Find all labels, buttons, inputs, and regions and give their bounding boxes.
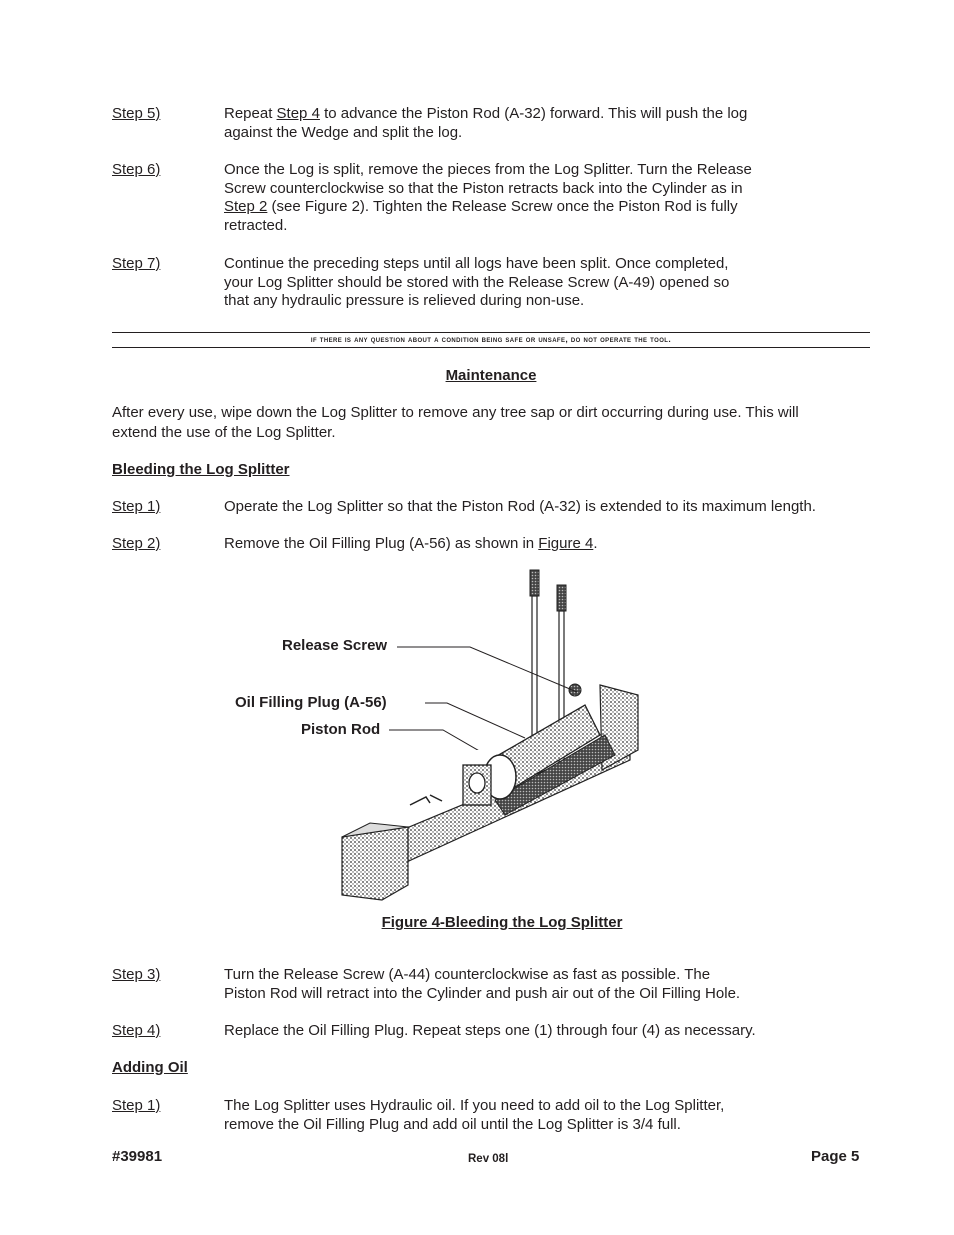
step-5-label: Step 5) — [112, 105, 161, 122]
step-7-line-1: Continue the preceding steps until all logs have been split. Once completed, — [224, 255, 729, 272]
callout-piston-rod: Piston Rod — [301, 721, 381, 738]
step-5-text-b: to advance the Piston Rod (A-32) forward. This will push the log — [319, 105, 748, 122]
bleeding-step-2-text — [224, 535, 852, 554]
adding-oil-step-1-text — [224, 1097, 852, 1134]
bleeding-step-3-line-2: Piston Rod will retract into the Cylinder and push air out of the Oil Filling Hole. — [224, 984, 741, 1002]
step-5-text-c: against the Wedge and split the log. — [224, 123, 463, 141]
step-6-line-1: Once the Log is split, remove the pieces from the Log Splitter. Turn the Release — [224, 161, 752, 178]
adding-oil-step-1 — [112, 1097, 852, 1134]
step-6-line-2: Screw counterclockwise so that the Piston retracts back into the Cylinder as in — [224, 179, 743, 197]
piston-rod-leader — [389, 730, 495, 750]
step-2-link[interactable]: Step 2 — [224, 198, 268, 216]
adding-oil-step-1-label: Step 1) — [112, 1097, 161, 1114]
revision: Rev 08l — [468, 1153, 509, 1165]
piston-rod-face — [469, 773, 485, 793]
maintenance-heading: Maintenance — [445, 367, 537, 384]
adding-oil-heading: Adding Oil — [112, 1059, 188, 1076]
release-screw-leader — [397, 647, 577, 692]
step-6-text — [224, 161, 852, 235]
adding-oil-step-1-line-1: The Log Splitter uses Hydraulic oil. If you need to add oil to the Log Splitter, — [224, 1097, 725, 1114]
callout-leaders — [385, 640, 625, 750]
part-number: #39981 — [112, 1148, 163, 1165]
figure-4-link[interactable]: Figure 4 — [538, 535, 594, 552]
step-6-label: Step 6) — [112, 161, 161, 178]
adding-oil-step-1-line-2: remove the Oil Filling Plug and add oil until the Log Splitter is 3/4 full. — [224, 1115, 681, 1133]
fitting-2 — [430, 795, 442, 801]
step-7-line-2: your Log Splitter should be stored with the Release Screw (A-49) opened so — [224, 273, 730, 291]
step-5 — [112, 105, 852, 142]
bleeding-step-1-text: Operate the Log Splitter so that the Piston Rod (A-32) is extended to its maximum length. — [224, 498, 816, 515]
bleeding-heading: Bleeding the Log Splitter — [112, 461, 290, 478]
bleeding-step-3-label: Step 3) — [112, 966, 161, 983]
bleeding-step-2-text-a: Remove the Oil Filling Plug (A-56) as shown in — [224, 535, 539, 552]
step-4-link[interactable]: Step 4 — [276, 105, 320, 122]
wedge-plate — [342, 827, 408, 900]
safety-warning: if there is any question about a condition being safe or unsafe, do not operate the tool. — [310, 334, 672, 344]
step-7 — [112, 255, 852, 311]
bleeding-step-1 — [112, 498, 852, 517]
oil-plug-leader — [425, 703, 525, 738]
bleeding-step-3-line-1: Turn the Release Screw (A-44) counterclockwise as fast as possible. The — [224, 966, 711, 983]
step-5-text — [224, 105, 852, 142]
bleeding-step-3 — [112, 966, 852, 1003]
maintenance-line-2: extend the use of the Log Splitter. — [112, 423, 336, 441]
bleeding-step-3-text — [224, 966, 852, 1003]
figure-4-caption: Figure 4-Bleeding the Log Splitter — [381, 914, 623, 931]
warning-rule-bottom — [112, 347, 870, 348]
step-6-line-4: retracted. — [224, 216, 288, 234]
step-6 — [112, 161, 852, 235]
fitting-1 — [410, 797, 430, 805]
bleeding-step-1-label: Step 1) — [112, 498, 161, 515]
bleeding-step-2-text-b: . — [593, 535, 598, 552]
step-7-text — [224, 255, 852, 311]
warning-rule-top — [112, 332, 870, 333]
maintenance-paragraph — [112, 403, 852, 442]
step-6-line-3: (see Figure 2). Tighten the Release Screw once the Piston Rod is fully — [267, 198, 738, 216]
page-number: Page 5 — [811, 1148, 860, 1165]
bleeding-step-4-label: Step 4) — [112, 1022, 161, 1039]
bleeding-step-4-text: Replace the Oil Filling Plug. Repeat steps one (1) through four (4) as necessary. — [224, 1022, 756, 1039]
bleeding-step-2 — [112, 535, 852, 554]
maintenance-line-1: After every use, wipe down the Log Splitter to remove any tree sap or dirt occurring during use. This will — [112, 404, 799, 421]
callout-release-screw: Release Screw — [282, 637, 388, 654]
bleeding-step-4 — [112, 1022, 852, 1041]
step-7-label: Step 7) — [112, 255, 161, 272]
step-7-line-3: that any hydraulic pressure is relieved during non-use. — [224, 292, 585, 310]
step-5-text-a: Repeat — [224, 105, 277, 122]
callout-oil-filling-plug: Oil Filling Plug (A-56) — [235, 694, 387, 711]
bleeding-step-2-label: Step 2) — [112, 535, 161, 552]
